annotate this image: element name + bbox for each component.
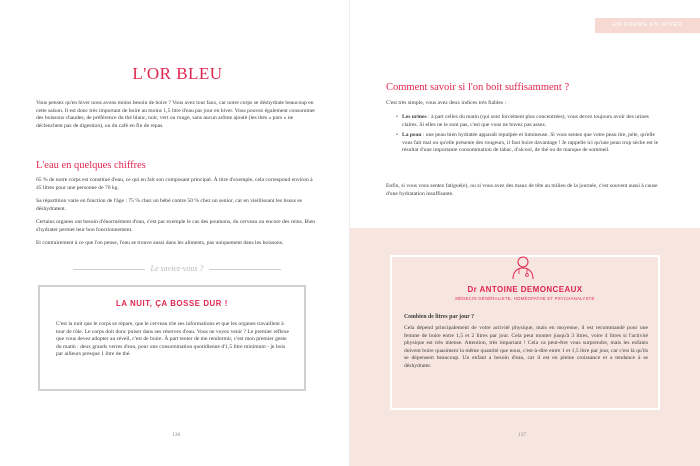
page-title: L'OR BLEU [132,64,223,83]
right-page [350,0,700,466]
closing-paragraph: Enfin, si vous vous sentez fatigué(e), ou si vous avez des maux de tête au milieu de la journée, c'est souvent aussi à cause d'une hydratation insuffisante. [386,183,658,197]
tip-box-title: LA NUIT, ÇA BOSSE DUR ! [116,299,228,308]
chapter-header-tag: EN FORME EN HIVER [595,18,700,33]
paragraph-composition: 65 % de notre corps est constitué d'eau, ce qui en fait son composant principal. À titre d'exemple, cela correspond environ à 45 litres pour une personne de 70 kg. [36,177,313,191]
divider [209,269,281,270]
paragraph-organes: Certains organes ont besoin d'énormément d'eau, c'est par exemple le cas des poumons, du cerveau ou encore des reins. Bien s'hydrater permet leur bon fonctionnement. [36,219,316,233]
paragraph-repartition: Sa répartition varie en fonction de l'âge : 75 % chez un bébé contre 50 % chez un senior, car en vieillissant les tissus se déshydratent. [36,198,302,212]
saviez-vous-heading [48,264,306,273]
expert-title: MÉDECIN GÉNÉRALISTE, HOMÉOPATHE ET PSYCHANALYSTE [455,296,595,301]
expert-name: Dr ANTOINE DEMONCEAUX [467,285,583,294]
tip-box-text: C'est la nuit que le corps se répare, que le cerveau trie ses informations et que les organes travaillent à tour de rôle. Le corps doit donc puiser dans ses réserves d'eau. Vous ne voyez venir ? Le premier réflexe que vous devez adopter au réveil, c'est de boire. À part tenter de me rendormir, c'est mon premier geste du matin : deux grands verres d'eau, pour une consommation quotidienne d'1,5 litre minimum - je bois par ailleurs presque 1 litre de thé. [56,321,290,358]
list-item-text: : une peau bien hydratée apparaît repulpée et lumineuse. Si vous sentez que votre peau tire, pèle, qu'elle vous fait mal ou qu'elle présente des rougeurs, il faut boire davantage ! Je rappelle ici qu'une peau trop sèche est le résultat d'une importante consommation de tabac, d'alcool, de thé ou de manque de sommeil. [402,132,659,154]
section-heading-chiffres: L'eau en quelques chiffres [36,160,146,171]
intro-paragraph-right: C'est très simple, vous avez deux indices très fiables : [386,100,507,106]
expert-answer: Cela dépend principalement de votre activité physique, mais en moyenne, il est recommandé pour une femme de boire entre 1,5 et 2 litres par jour. Cela peut monter jusqu'à 3 litres, voire 4 litres si l'activité physique est très intense. Attention, très important ! Cela va peut-être vous surprendre, mais les enfants doivent boire quasiment la même quantité que nous, c'est-à-dire entre 1 et 1,5 litre par jour, car c'est là qu'ils se dépensent beaucoup. Un enfant a besoin d'eau, car il est en pleine croissance et a tendance à se déshydrater. [404,325,648,369]
list-item-label: Les urines [402,114,427,120]
divider [73,269,145,270]
list-item [396,114,662,129]
paragraph-aliments: Et contrairement à ce que l'on pense, l'eau se trouve aussi dans les aliments, pas uniquement dans les boissons. [36,240,284,246]
saviez-vous-label: Le saviez-vous ? [150,264,204,273]
section-heading-boire: Comment savoir si l'on boit suffisamment ? [386,82,570,93]
list-item-label: La peau [402,132,422,139]
list-item-text: : à part celles du matin (qui sont forcément plus concentrées), vous devez toujours avoir des urines claires. Si elles ne le sont pas, c'est que vous ne buvez pas assez. [402,114,649,128]
page-number-left: 136 [172,432,181,438]
indicator-list [396,114,662,158]
tip-box [38,285,306,391]
expert-question: Combien de litres par jour ? [404,314,475,320]
list-item [396,132,662,155]
intro-paragraph: Vous pensez qu'en hiver nous avons moins besoin de boire ? Vous avez tout faux, car notre corps se déshydrate beaucoup en cette saison. Il est donc très important de boire au moins 1,5 litre d'eau par jour en hiver. Vous pouvez également consommer des boissons chaudes, de préférence du thé blanc, noir, vert ou rouge, sans aucun arôme ajouté (les thés « purs » ne déclenchent pas de digestion), ou du café en fin de repas. [36,100,316,129]
page-number-right: 137 [518,432,527,438]
doctor-icon [510,254,536,280]
